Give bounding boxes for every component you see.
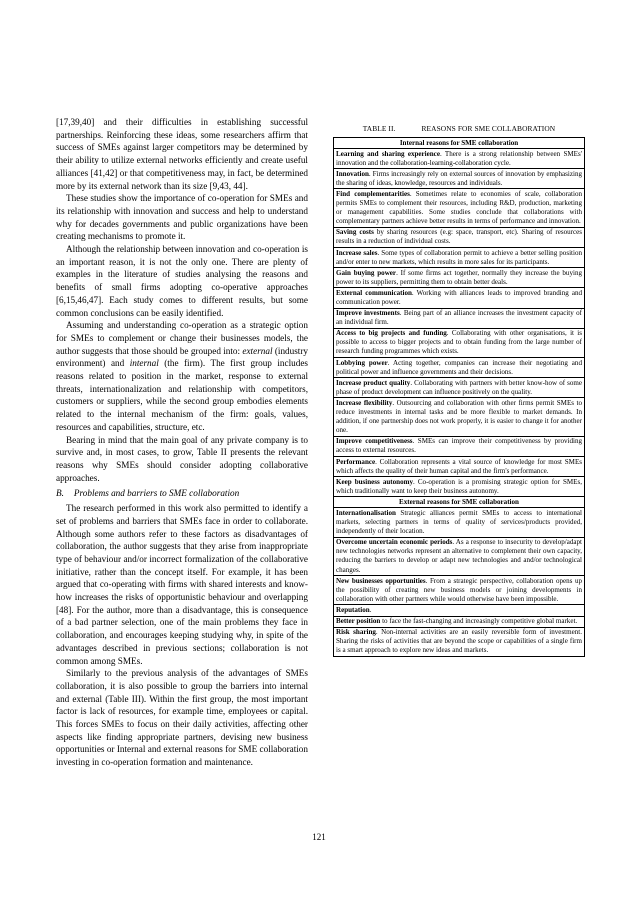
reason-text: by sharing resources (e.g: space, transport, etc). Sharing of resources results in a reduction of individual costs.: [336, 228, 582, 246]
reason-term: Performance: [336, 457, 376, 466]
table-row: [334, 268, 585, 288]
reason-text: . Outsourcing and collaboration with other firms permit SMEs to reduce investments in internal tasks and be more flexible to market demands. In addition, if one partnership does not work properly, it is easier to change it for another one.: [336, 398, 582, 435]
reason-term: Access to big projects and funding: [336, 329, 447, 338]
reason-text: Strategic alliances permit SMEs to access to international markets, selecting partners in terms of quality of services/products provided, independently of their location.: [336, 508, 582, 536]
table-cell: [334, 436, 585, 456]
reason-term: New businesses opportunities: [336, 576, 426, 585]
reason-term: Better position: [336, 617, 381, 625]
reason-term: Innovation: [336, 169, 369, 178]
external-reasons-header-row: [334, 497, 585, 508]
table-cell: [334, 378, 585, 398]
table-row: [334, 308, 585, 328]
table-cell: [334, 477, 585, 497]
table-number: TABLE II.: [362, 124, 396, 133]
reason-text: . Some types of collaboration permit to achieve a better selling position and/or enter to new markets, which results in more sales for its participants.: [336, 248, 582, 266]
section-title: Problems and barriers to SME collaboration: [73, 488, 240, 499]
table-row: [334, 605, 585, 616]
reasons-table-wrapper: [333, 137, 585, 657]
table-cell: [334, 537, 585, 575]
reason-text: . Being part of an alliance increases the investment capacity of an individual firm.: [336, 309, 583, 327]
reason-term: Keep business autonomy: [336, 477, 414, 486]
table-row: [334, 248, 585, 268]
table-cell: [334, 268, 585, 288]
reason-text: . Collaborating with partners with better know-how of some phase of product development can influence positively on the quality.: [336, 378, 582, 396]
table-caption: [333, 124, 585, 133]
paragraph-6: The research performed in this work also permitted to identify a set of problems and barriers that SMEs face in order to collaborate. Although some authors refer to these factors as disadvantages of collaboration, the author suggests that they arise from inappropriate type of behaviour and/or incorrect formalization of the collaborative initiative, rather than the concept itself. For example, it has been argued that co-operating with firms with shared interests and know-how increases the risks of opportunistic behaviour and overlapping [48]. For the author, more than a disadvantage, this is consequence of a bad partner selection, one of the main problems they face in collaboration, and encourages keeping studying why, in spite of the advantages described in previous sections; collaboration is not common among SMEs.: [56, 503, 308, 666]
paragraph-4: Assuming and understanding co-operation as a strategic option for SMEs to complement or change their businesses models, the author suggests that those should be grouped into: external (industry environment) and internal (the firm). The first group includes reasons related to position in the market, response to external threats, internationalization and relationship with competitors, customers or suppliers, while the second group embodies elements related to the internal mechanism of the firm: goals, values, resources and capabilities, structure, etc.: [56, 320, 309, 432]
reason-term: Find complementarities: [336, 189, 410, 198]
internal-reasons-header-row: [334, 138, 585, 149]
reason-text: . Acting together, companies can increase their negotiating and political power and influence governments and their decisions.: [336, 358, 582, 376]
table-row: [334, 169, 585, 189]
left-text-column: [56, 116, 308, 769]
reason-text: . SMEs can improve their competitiveness by providing access to external resources.: [336, 437, 582, 455]
reason-term: External communication: [336, 288, 412, 297]
paragraph-7: Similarly to the previous analysis of the advantages of SMEs collaboration, it is also possible to group the barriers into internal and external (Table III). Within the first group, the most important factor is lack of resources, for example time, employees or capital. This forces SMEs to focus on their daily activities, affecting other aspects like finding appropriate partners, devising new business opportunities or Internal and external reasons for SME collaboration investing in co-operation formation and maintenance.: [56, 668, 308, 768]
reason-text: to face the fast-changing and increasingly competitive global market.: [380, 617, 578, 625]
section-letter: B.: [56, 488, 64, 499]
reason-term: Improve investments: [336, 309, 400, 318]
reason-term: Saving costs: [336, 228, 374, 237]
table-row: [334, 508, 585, 537]
reason-text: . Collaborating with other organisations, it is possible to access to bigger projects and to obtain funding from the large number of research funding programmes which exists.: [336, 329, 582, 356]
internal-reasons-header: Internal reasons for SME collaboration: [334, 138, 585, 149]
table-row: [334, 358, 585, 378]
table-row: [334, 288, 585, 308]
table-row: [334, 477, 585, 497]
table-cell: [334, 457, 585, 477]
table-cell: [334, 328, 585, 357]
table-cell: [334, 169, 585, 189]
reason-text: . Collaboration represents a vital source of knowledge for most SMEs which affects the quality of their human capital and the firm's performance.: [336, 457, 582, 475]
reason-text: .: [369, 605, 372, 614]
external-reasons-header: External reasons for SME collaboration: [334, 497, 585, 508]
table-row: [334, 378, 585, 398]
table-cell: [334, 149, 585, 169]
reason-term: Overcome uncertain economic periods: [336, 538, 453, 547]
paragraph-2: These studies show the importance of co-operation for SMEs and its relationship with innovation and success and help to understand why for decades governments and public organizations have been creating mechanisms to promote it.: [56, 193, 308, 242]
table-row: [334, 436, 585, 456]
table-row: [334, 537, 585, 575]
reason-term: Increase flexibility: [336, 398, 393, 407]
reason-text: . Co-operation is a promising strategic option for SMEs, which traditionally want to keep their business autonomy.: [336, 477, 582, 495]
table-row: [334, 576, 585, 605]
table-row: [334, 227, 585, 247]
reason-text: . From a strategic perspective, collaboration opens up the possibility of creating new business models or joining developments in collaboration with other partners while would otherwise have been impossible.: [336, 576, 583, 603]
section-heading: [56, 487, 308, 500]
reason-term: Risk sharing: [336, 628, 376, 637]
table-cell: [334, 627, 585, 656]
table-row: [334, 149, 585, 169]
reason-term: Gain buying power: [336, 268, 397, 277]
reason-term: Learning and sharing experience: [336, 149, 440, 158]
reason-term: Increase product quality: [336, 378, 411, 387]
table-row: [334, 457, 585, 477]
table-row: [334, 189, 585, 227]
page-number: 121: [312, 832, 326, 842]
table-row: [334, 627, 585, 656]
table-cell: [334, 288, 585, 308]
paragraph-5: Bearing in mind that the main goal of any private company is to survive and, in most cases, to grow, Table II presents the relevant reasons why SMEs should consider adopting collaborative approaches.: [56, 434, 308, 483]
table-row: [334, 616, 585, 627]
reason-term: Increase sales: [336, 248, 378, 257]
table-title: REASONS FOR SME COLLABORATION: [421, 124, 556, 133]
reason-text: . Non-internal activities are an easily reversible form of investment. Sharing the risks of activities that are beyond the scope or capabilities of a single firm is a smart approach to explore new ideas and markets.: [336, 628, 582, 655]
table-cell: [334, 227, 585, 247]
table-cell: [334, 605, 585, 616]
reason-text: . Working with alliances leads to improved branding and communication power.: [336, 288, 582, 306]
reason-term: Improve competitiveness: [336, 437, 413, 446]
reason-term: Internationalisation: [336, 508, 396, 517]
table-cell: [334, 576, 585, 605]
reason-text: . As a response to insecurity to develop/adapt new technologies networks represent an alternative to complement their own capacity, reducing the barriers to develop or adapt new technologies and and/or technological changes.: [336, 538, 582, 574]
reason-text: . There is a strong relationship between SMEs' innovation and the collaboration-learning-collaboration cycle.: [336, 149, 583, 167]
table-cell: [334, 616, 585, 627]
table-cell: [334, 358, 585, 378]
table-cell: [334, 398, 585, 436]
reason-term: Lobbying power: [336, 358, 388, 367]
table-cell: [334, 248, 585, 268]
table-cell: [334, 508, 585, 537]
table-cell: [334, 308, 585, 328]
table-cell: [334, 189, 585, 227]
table-row: [334, 328, 585, 357]
reason-text: . If some firms act together, normally they increase the buying power to its suppliers, permitting them to obtain better deals.: [336, 268, 582, 286]
table-row: [334, 398, 585, 436]
reason-text: . Firms increasingly rely on external sources of innovation by emphasizing the sharing of ideas, knowledge, resources and individuals.: [336, 169, 582, 187]
paragraph-1: [17,39,40] and their difficulties in establishing successful partnerships. Reinforcing these ideas, some researchers affirm that success of SMEs against larger competitors may be determined by their ability to utilize external networks efficiently and create useful alliances [41,42] or that competitiveness may, in fact, be determined more by its external network than its size [9,43, 44].: [56, 117, 308, 191]
paragraph-3: Although the relationship between innovation and co-operation is an important reason, it is not the only one. There are plenty of examples in the literature of studies analysing the reasons and benefits of small firms adopting co-operative approaches [6,15,46,47]. Each study comes to different results, but some common conclusions can be easily identified.: [56, 244, 308, 318]
reason-term: Reputation: [336, 605, 370, 614]
reasons-table: [333, 137, 585, 657]
reason-text: . Sometimes relate to economies of scale, collaboration permits SMEs to complement their resources, including R&D, production, marketing or management capabilities. Some studies conclude that collaborations with complementary partners achieve better results in terms of performance and innovation.: [336, 189, 582, 226]
